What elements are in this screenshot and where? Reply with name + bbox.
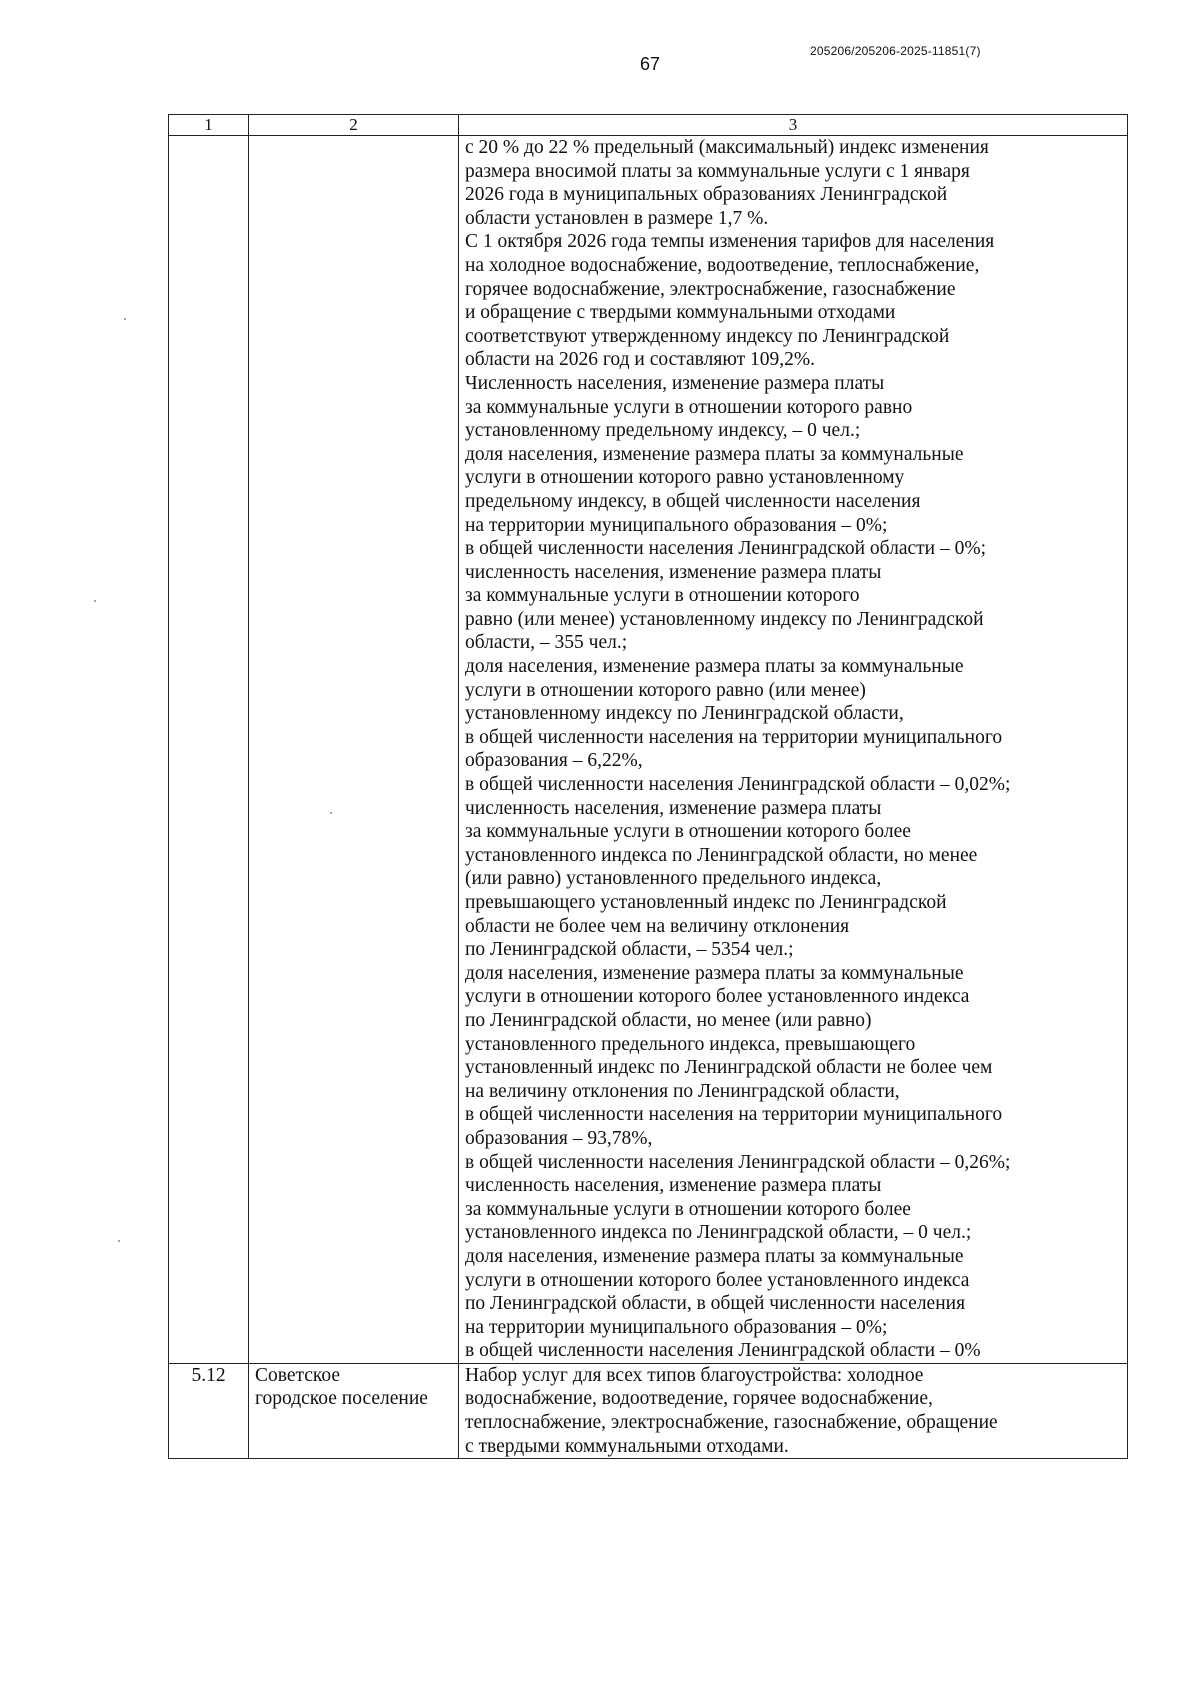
document-id: 205206/205206-2025-11851(7) — [810, 44, 981, 58]
description-line: численность населения, изменение размера платы — [465, 797, 882, 819]
municipality-name-line: городское поселение — [255, 1388, 428, 1410]
description-line: доля населения, изменение размера платы за коммунальные — [465, 962, 964, 984]
municipality-name-line: Советское — [255, 1364, 341, 1386]
description-line: по Ленинградской области, но менее (или равно) — [465, 1009, 872, 1031]
column-header-3: 3 — [459, 115, 1128, 136]
page-number: 67 — [640, 54, 661, 74]
description-line: за коммунальные услуги в отношении которого — [465, 585, 860, 607]
description-line: услуги в отношении которого более установленного индекса — [465, 986, 970, 1008]
column-header-2: 2 — [249, 115, 459, 136]
description-line: за коммунальные услуги в отношении которого более — [465, 821, 911, 843]
description-line: за коммунальные услуги в отношении которого равно — [465, 396, 913, 418]
description-line: установленного предельного индекса, превышающего — [465, 1033, 916, 1055]
description-line: размера вносимой платы за коммунальные услуги с 1 января — [465, 160, 970, 182]
description-line: на территории муниципального образования – 0%; — [465, 1316, 888, 1338]
description-line: доля населения, изменение размера платы за коммунальные — [465, 1245, 964, 1267]
table-header-row — [169, 115, 1128, 136]
description-line: области на 2026 год и составляют 109,2%. — [465, 349, 816, 371]
description-line: услуги в отношении которого равно установленному — [465, 467, 905, 489]
description-line: установленный индекс по Ленинградской области не более чем — [465, 1057, 993, 1079]
description-line: по Ленинградской области, – 5354 чел.; — [465, 939, 794, 961]
description-line: услуги в отношении которого более установленного индекса — [465, 1269, 970, 1291]
scan-speck — [124, 318, 126, 320]
description-line: услуги в отношении которого равно (или менее) — [465, 679, 866, 701]
scan-speck — [94, 600, 96, 602]
table-row — [169, 1363, 1128, 1458]
description-line: численность населения, изменение размера платы — [465, 561, 882, 583]
description-line: Набор услуг для всех типов благоустройства: холодное — [465, 1364, 924, 1386]
description-line: равно (или менее) установленному индексу по Ленинградской — [465, 608, 984, 630]
description-line: водоснабжение, водоотведение, горячее водоснабжение, — [465, 1388, 933, 1410]
row-number-cell — [169, 1363, 249, 1458]
row-number: 5.12 — [191, 1364, 226, 1386]
description-line: в общей численности населения Ленинградской области – 0,02%; — [465, 774, 1011, 796]
column-header-1: 1 — [169, 115, 249, 136]
description-line: горячее водоснабжение, электроснабжение, газоснабжение — [465, 278, 956, 300]
description-line: предельному индексу, в общей численности населения — [465, 490, 921, 512]
description-line: установленного индекса по Ленинградской области, но менее — [465, 844, 978, 866]
description-cell — [459, 1363, 1128, 1458]
description-line: 2026 года в муниципальных образованиях Ленинградской — [465, 184, 948, 206]
description-line: установленному индексу по Ленинградской области, — [465, 703, 904, 725]
description-line: (или равно) установленного предельного индекса, — [465, 868, 882, 890]
description-line: в общей численности населения на территории муниципального — [465, 726, 1003, 748]
description-line: в общей численности населения Ленинградской области – 0,26%; — [465, 1151, 1011, 1173]
description-line: образования – 93,78%, — [465, 1127, 653, 1149]
description-line: установленному предельному индексу, – 0 чел.; — [465, 420, 861, 442]
description-line: теплоснабжение, электроснабжение, газоснабжение, обращение — [465, 1412, 998, 1434]
scan-speck — [330, 812, 332, 814]
description-line: на величину отклонения по Ленинградской области, — [465, 1080, 900, 1102]
description-line: по Ленинградской области, в общей численности населения — [465, 1293, 966, 1315]
description-line: за коммунальные услуги в отношении которого более — [465, 1198, 911, 1220]
description-line: доля населения, изменение размера платы за коммунальные — [465, 656, 964, 678]
description-line: с 20 % до 22 % предельный (максимальный) индекс изменения — [465, 137, 989, 158]
description-line: установленного индекса по Ленинградской области, – 0 чел.; — [465, 1222, 972, 1244]
description-line: превышающего установленный индекс по Ленинградской — [465, 892, 947, 913]
description-line: С 1 октября 2026 года темпы изменения тарифов для населения — [465, 231, 995, 253]
description-line: и обращение с твердыми коммунальными отходами — [465, 302, 896, 324]
scan-speck — [118, 1240, 120, 1242]
description-line: на холодное водоснабжение, водоотведение, теплоснабжение, — [465, 254, 980, 276]
municipality-cell — [249, 136, 459, 1364]
description-line: с твердыми коммунальными отходами. — [465, 1435, 789, 1457]
description-line: в общей численности населения на территории муниципального — [465, 1104, 1003, 1126]
description-line: в общей численности населения Ленинградской области – 0% — [465, 1340, 981, 1362]
description-line: доля населения, изменение размера платы за коммунальные — [465, 443, 964, 465]
description-line: области установлен в размере 1,7 %. — [465, 207, 769, 229]
description-line: образования – 6,22%, — [465, 750, 643, 772]
municipality-cell — [249, 1363, 459, 1458]
description-cell — [459, 136, 1128, 1364]
description-line: области, – 355 чел.; — [465, 632, 628, 654]
description-line: Численность населения, изменение размера платы — [465, 372, 885, 394]
table-row — [169, 136, 1128, 1364]
row-number-cell — [169, 136, 249, 1364]
description-line: соответствуют утвержденному индексу по Ленинградской — [465, 325, 950, 347]
data-table — [168, 114, 1128, 1459]
description-line: области не более чем на величину отклонения — [465, 915, 850, 937]
description-line: численность населения, изменение размера платы — [465, 1175, 882, 1197]
description-line: на территории муниципального образования – 0%; — [465, 514, 888, 536]
description-line: в общей численности населения Ленинградской области – 0%; — [465, 538, 987, 560]
